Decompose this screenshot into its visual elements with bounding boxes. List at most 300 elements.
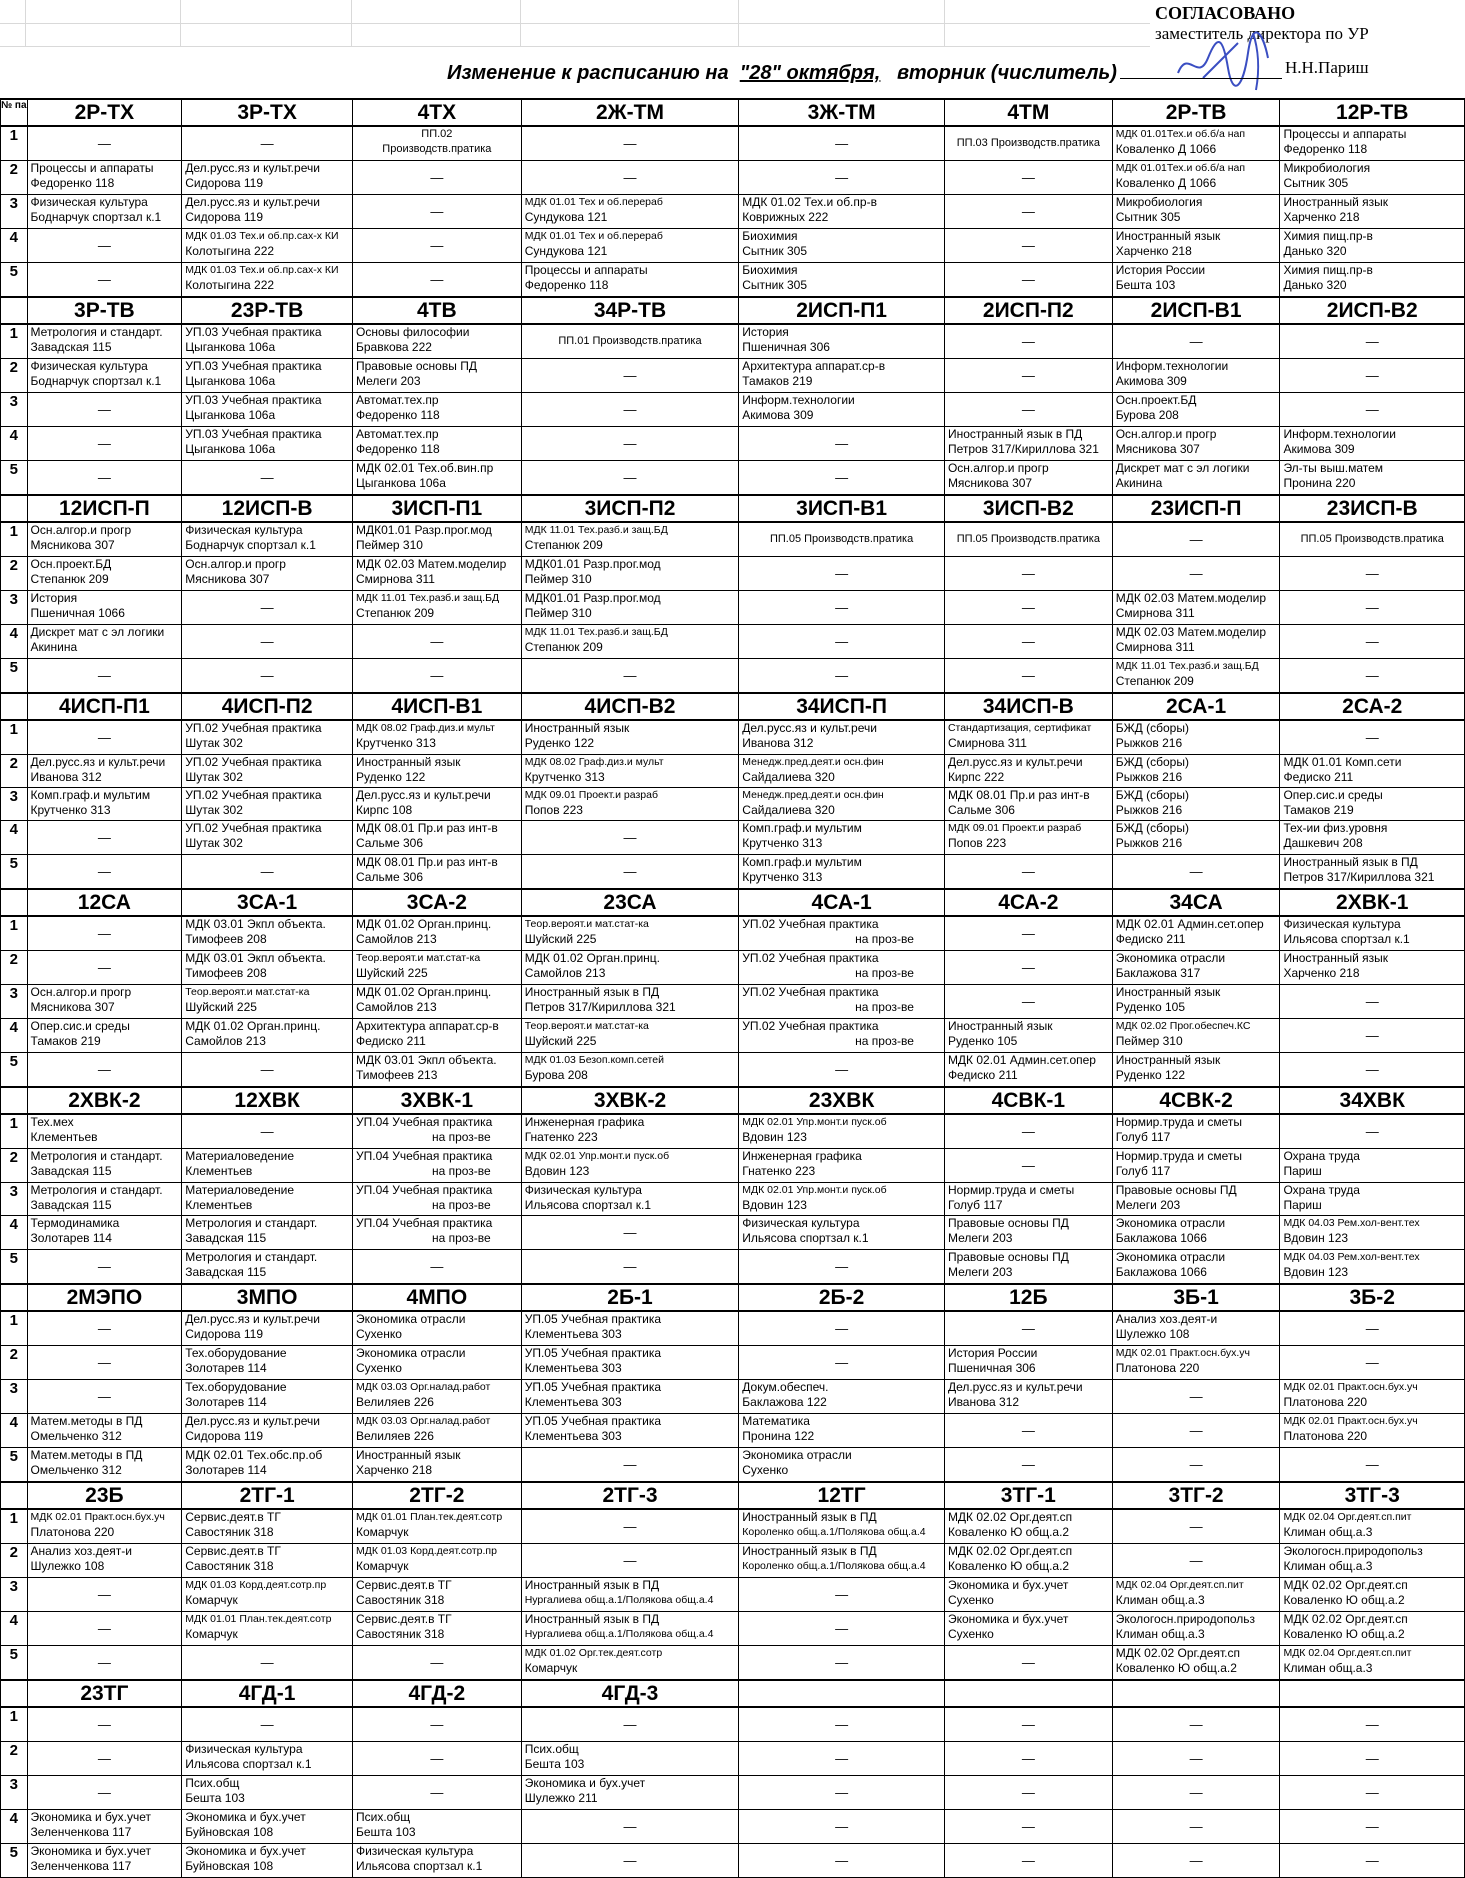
schedule-cell xyxy=(521,659,739,694)
schedule-cell xyxy=(27,1053,182,1088)
schedule-cell xyxy=(1112,951,1280,985)
schedule-cell xyxy=(739,659,945,694)
teacher-room: Сундукова 121 xyxy=(524,244,608,258)
lesson-number: 2 xyxy=(1,359,28,393)
lesson-number-header xyxy=(1,1284,28,1311)
schedule-cell xyxy=(739,1776,945,1810)
teacher-room: Сухенко xyxy=(355,1327,402,1341)
group-header-row xyxy=(1,1284,1465,1311)
teacher-room: Завадская 115 xyxy=(30,1198,112,1212)
teacher-room: Харченко 218 xyxy=(1115,244,1192,258)
lesson-row xyxy=(1,1707,1465,1742)
subject: МДК 08.01 Пр.и раз инт-в xyxy=(355,855,498,869)
schedule-cell xyxy=(182,951,353,985)
schedule-cell xyxy=(27,263,182,298)
schedule-cell xyxy=(182,916,353,951)
subject: УП.05 Учебная практика xyxy=(524,1380,662,1394)
schedule-cell xyxy=(182,1578,353,1612)
subject: МДК 02.04 Орг.деят.сп.пит xyxy=(1283,1511,1412,1523)
teacher-room: Сальме 306 xyxy=(947,803,1015,817)
schedule-cell xyxy=(521,522,739,557)
subject: Сервис.деят.в ТГ xyxy=(185,1544,281,1558)
empty-dash: — xyxy=(1021,926,1035,941)
schedule-cell xyxy=(521,1114,739,1149)
teacher-room: Завадская 115 xyxy=(30,1164,112,1178)
subject: Дискрет мат с эл логики xyxy=(30,625,165,639)
teacher-room: Мясникова 307 xyxy=(30,1000,115,1014)
schedule-cell xyxy=(944,126,1112,161)
schedule-cell xyxy=(1280,359,1465,393)
empty-dash: — xyxy=(835,1259,849,1274)
subject: Сервис.деят.в ТГ xyxy=(355,1612,452,1626)
lesson-number: 5 xyxy=(1,1053,28,1088)
subject: Теор.вероят.и мат.стат-ка xyxy=(524,918,649,930)
schedule-cell xyxy=(182,1844,353,1878)
lesson-row xyxy=(1,720,1465,755)
lesson-row xyxy=(1,1742,1465,1776)
teacher-room: Крутченко 313 xyxy=(742,836,823,850)
approval-title: СОГЛАСОВАНО xyxy=(1155,3,1296,23)
empty-dash: — xyxy=(835,1785,849,1800)
schedule-cell xyxy=(739,1311,945,1346)
schedule-cell xyxy=(1280,1646,1465,1681)
schedule-cell xyxy=(182,1380,353,1414)
empty-dash: — xyxy=(835,470,849,485)
subject: МДК 02.01 Тех.об.вин.пр xyxy=(355,461,494,475)
schedule-cell xyxy=(739,1448,945,1483)
lesson-row xyxy=(1,821,1465,855)
teacher-room: Ильясова спортзал к.1 xyxy=(524,1198,651,1212)
schedule-cell xyxy=(1112,557,1280,591)
teacher-room: Комарчук xyxy=(524,1661,578,1675)
subject: МДК 01.02 Тех.и об.пр-в xyxy=(742,195,877,209)
lesson-row xyxy=(1,1810,1465,1844)
teacher-room: Велиляев 226 xyxy=(355,1429,434,1443)
lesson-number: 4 xyxy=(1,427,28,461)
schedule-cell xyxy=(182,720,353,755)
subject: МДК 01.02 Орган.принц. xyxy=(355,917,492,931)
group-name: 2ТГ-2 xyxy=(352,1482,521,1509)
empty-dash: — xyxy=(1189,1457,1203,1472)
teacher-room: Сидорова 119 xyxy=(185,1327,264,1341)
empty-dash: — xyxy=(97,730,111,745)
teacher-room: Крутченко 313 xyxy=(30,803,111,817)
teacher-room: Сухенко xyxy=(947,1593,994,1607)
subject: Микробиология xyxy=(1283,161,1371,175)
subject: Теор.вероят.и мат.стат-ка xyxy=(355,952,481,964)
subject: УП.02 Учебная практика xyxy=(185,755,322,769)
subject: Метрология и стандарт. xyxy=(185,1250,318,1264)
group-name: 3Б-1 xyxy=(1112,1284,1280,1311)
subject: МДК 02.01 Практ.осн.бух.уч xyxy=(1115,1347,1251,1359)
schedule-cell xyxy=(739,1414,945,1448)
group-name: 3Ж-ТМ xyxy=(739,99,945,126)
empty-dash: — xyxy=(623,864,637,879)
teacher-room: Голуб 117 xyxy=(947,1198,1003,1212)
teacher-room: Клементьева 303 xyxy=(524,1327,622,1341)
teacher-room: Савостяник 318 xyxy=(185,1525,274,1539)
schedule-cell xyxy=(1112,1742,1280,1776)
schedule-cell xyxy=(944,324,1112,359)
empty-dash: — xyxy=(1021,1819,1035,1834)
subject: Математика xyxy=(742,1414,810,1428)
lesson-row xyxy=(1,557,1465,591)
subject: УП.02 Учебная практика xyxy=(742,917,879,931)
subject: Дел.русс.яз и культ.речи xyxy=(185,1414,320,1428)
group-name: 4СА-1 xyxy=(739,889,945,916)
schedule-cell xyxy=(1112,1250,1280,1285)
lesson-row xyxy=(1,393,1465,427)
lesson-number: 5 xyxy=(1,1646,28,1681)
teacher-room: Бурова 208 xyxy=(1115,408,1179,422)
subject: УП.03 Учебная практика xyxy=(185,393,322,407)
empty-dash: — xyxy=(430,634,444,649)
schedule-cell xyxy=(352,1844,521,1878)
empty-dash: — xyxy=(1021,566,1035,581)
lesson-number: 3 xyxy=(1,591,28,625)
lesson-number-header xyxy=(1,889,28,916)
teacher-room: Акимова 309 xyxy=(1115,374,1187,388)
teacher-room: Комарчук xyxy=(355,1525,409,1539)
teacher-room: Коваленко Д 1066 xyxy=(1115,176,1217,190)
subject: МДК 03.01 Экпл объекта. xyxy=(355,1053,497,1067)
lesson-number: 4 xyxy=(1,1810,28,1844)
teacher-room: Иванова 312 xyxy=(30,770,102,784)
teacher-room: Париш xyxy=(1283,1164,1322,1178)
teacher-room: Пеймер 310 xyxy=(355,538,423,552)
lesson-number: 3 xyxy=(1,1776,28,1810)
subject: Инженерная графика xyxy=(524,1115,645,1129)
subject: Иностранный язык xyxy=(1115,1053,1221,1067)
lesson-row xyxy=(1,1183,1465,1216)
teacher-room: Крутченко 313 xyxy=(524,770,605,784)
schedule-cell xyxy=(182,195,353,229)
empty-dash: — xyxy=(1365,334,1379,349)
schedule-cell xyxy=(944,161,1112,195)
teacher-room: Мелеги 203 xyxy=(947,1265,1013,1279)
schedule-cell xyxy=(944,522,1112,557)
group-name: 23Б xyxy=(27,1482,182,1509)
schedule-cell xyxy=(182,229,353,263)
teacher-room: Вдовин 123 xyxy=(742,1130,807,1144)
empty-dash: — xyxy=(835,600,849,615)
teacher-room: Шутак 302 xyxy=(185,736,243,750)
group-name: 4ИСП-В2 xyxy=(521,693,739,720)
schedule-cell xyxy=(1280,1578,1465,1612)
group-header-row xyxy=(1,495,1465,522)
schedule-cell xyxy=(944,229,1112,263)
empty-dash: — xyxy=(430,1655,444,1670)
subject: МДК 02.03 Матем.моделир xyxy=(1115,625,1266,639)
group-name: 34СА xyxy=(1112,889,1280,916)
subject: УП.02 Учебная практика xyxy=(185,821,322,835)
lesson-row xyxy=(1,1250,1465,1285)
subject: БЖД (сборы) xyxy=(1115,788,1189,802)
schedule-cell xyxy=(1112,393,1280,427)
teacher-room: Петров 317/Кириллова 321 xyxy=(1283,870,1435,884)
empty-dash: — xyxy=(97,238,111,253)
schedule-cell xyxy=(27,1448,182,1483)
schedule-cell xyxy=(1280,195,1465,229)
teacher-room: Сытник 305 xyxy=(1283,176,1349,190)
subject: Метрология и стандарт. xyxy=(30,325,163,339)
schedule-cell xyxy=(352,1578,521,1612)
empty-dash: — xyxy=(1189,532,1203,547)
schedule-cell xyxy=(27,1646,182,1681)
schedule-cell xyxy=(182,1414,353,1448)
schedule-cell xyxy=(352,788,521,821)
subject: История xyxy=(30,591,78,605)
subject: УП.03 Учебная практика xyxy=(185,427,322,441)
schedule-cell xyxy=(1280,522,1465,557)
subject: МДК 01.01 План.тек.деят.сотр xyxy=(185,1613,332,1625)
schedule-cell xyxy=(739,393,945,427)
teacher-room: Петров 317/Кириллова 321 xyxy=(524,1000,676,1014)
subject: УП.02 Учебная практика xyxy=(185,721,322,735)
empty-dash: — xyxy=(260,1124,274,1139)
schedule-cell xyxy=(1280,591,1465,625)
schedule-cell xyxy=(1112,1183,1280,1216)
schedule-cell xyxy=(521,359,739,393)
schedule-cell xyxy=(521,1776,739,1810)
empty-dash: — xyxy=(260,864,274,879)
empty-dash: — xyxy=(835,1853,849,1868)
schedule-cell xyxy=(521,1612,739,1646)
lesson-number: 4 xyxy=(1,229,28,263)
schedule-cell xyxy=(739,1380,945,1414)
schedule-cell xyxy=(352,1019,521,1053)
location: на проз-ве xyxy=(855,1034,914,1048)
schedule-cell xyxy=(1280,788,1465,821)
schedule-cell xyxy=(182,1053,353,1088)
schedule-cell xyxy=(521,1544,739,1578)
schedule-cell xyxy=(1280,393,1465,427)
subject: УП.02 Учебная практика xyxy=(185,788,322,802)
handwritten-signature xyxy=(1168,28,1288,98)
teacher-room: Данько 320 xyxy=(1283,278,1347,292)
empty-dash: — xyxy=(260,136,274,151)
schedule-cell xyxy=(1112,1019,1280,1053)
subject: Стандартизация, сертификат xyxy=(947,722,1092,734)
schedule-cell xyxy=(27,916,182,951)
teacher-room: Производств.пратика xyxy=(382,143,492,155)
schedule-cell xyxy=(521,126,739,161)
teacher-room: Клементьева 303 xyxy=(524,1429,622,1443)
schedule-cell xyxy=(27,1742,182,1776)
schedule-cell xyxy=(1280,916,1465,951)
schedule-cell xyxy=(1112,591,1280,625)
subject: Иностранный язык xyxy=(355,1448,461,1462)
schedule-cell xyxy=(944,1544,1112,1578)
schedule-cell xyxy=(27,1578,182,1612)
teacher-room: Рыжков 216 xyxy=(1115,770,1183,784)
subject: Осн.алгор.и прогр xyxy=(30,985,132,999)
schedule-cell xyxy=(182,324,353,359)
schedule-cell xyxy=(521,1844,739,1878)
schedule-cell xyxy=(352,427,521,461)
empty-dash: — xyxy=(835,1717,849,1732)
subject: Теор.вероят.и мат.стат-ка xyxy=(185,986,310,998)
schedule-cell xyxy=(739,427,945,461)
schedule-cell xyxy=(944,1414,1112,1448)
teacher-room: Харченко 218 xyxy=(1283,210,1360,224)
empty-dash: — xyxy=(260,1717,274,1732)
schedule-cell xyxy=(521,1646,739,1681)
schedule-cell xyxy=(944,821,1112,855)
subject: Физическая культура xyxy=(30,359,148,373)
schedule-cell xyxy=(352,263,521,298)
subject: МДК 01.01 Тех и об.перераб xyxy=(524,230,663,242)
teacher-room: Крутченко 313 xyxy=(742,870,823,884)
group-name: 3СА-2 xyxy=(352,889,521,916)
teacher-room: Боднарчук спортзал к.1 xyxy=(185,538,316,552)
subject: Осн.алгор.и прогр xyxy=(1115,427,1217,441)
schedule-cell xyxy=(944,1216,1112,1250)
lesson-number: 2 xyxy=(1,951,28,985)
group-name: 4ИСП-П2 xyxy=(182,693,353,720)
schedule-cell xyxy=(739,1053,945,1088)
empty-dash: — xyxy=(623,136,637,151)
schedule-cell xyxy=(1112,1414,1280,1448)
teacher-room: Пеймер 310 xyxy=(524,572,592,586)
group-name: 23ИСП-В xyxy=(1280,495,1465,522)
schedule-cell xyxy=(521,427,739,461)
schedule-cell xyxy=(1112,263,1280,298)
teacher-room: Сайдалиева 320 xyxy=(742,803,835,817)
subject: Физическая культура xyxy=(1283,917,1401,931)
empty-dash: — xyxy=(1021,334,1035,349)
schedule-cell xyxy=(739,1509,945,1544)
schedule-cell xyxy=(27,755,182,788)
group-name: 4МПО xyxy=(352,1284,521,1311)
subject: Экономика и бух.учет xyxy=(30,1810,151,1824)
subject: ПП.05 Производств.пратика xyxy=(769,533,914,545)
lesson-row xyxy=(1,1414,1465,1448)
group-name: 12Р-ТВ xyxy=(1280,99,1465,126)
schedule-cell xyxy=(521,720,739,755)
teacher-room: Клементьев xyxy=(30,1130,98,1144)
schedule-cell xyxy=(944,1183,1112,1216)
subject: Информ.технологии xyxy=(1115,359,1229,373)
empty-dash: — xyxy=(97,470,111,485)
subject: УП.03 Учебная практика xyxy=(185,325,322,339)
lesson-number: 3 xyxy=(1,1183,28,1216)
subject: Экономика отрасли xyxy=(742,1448,852,1462)
schedule-cell xyxy=(1112,427,1280,461)
group-name: 3ИСП-В1 xyxy=(739,495,945,522)
subject: ПП.05 Производств.пратика xyxy=(956,533,1100,545)
teacher-room: Бравкова 222 xyxy=(355,340,432,354)
teacher-room: Рыжков 216 xyxy=(1115,803,1183,817)
subject: МДК 09.01 Проект.и разраб xyxy=(947,822,1082,834)
subject: ПП.03 Производств.пратика xyxy=(956,137,1100,149)
teacher-room: Самойлов 213 xyxy=(355,932,437,946)
schedule-cell xyxy=(27,1380,182,1414)
schedule-cell xyxy=(352,755,521,788)
lesson-row xyxy=(1,755,1465,788)
subject: Процессы и аппараты xyxy=(524,263,648,277)
empty-dash: — xyxy=(430,1259,444,1274)
group-name: 2ТГ-3 xyxy=(521,1482,739,1509)
teacher-room: Федиско 211 xyxy=(1115,932,1186,946)
lesson-row xyxy=(1,1544,1465,1578)
lesson-row xyxy=(1,1114,1465,1149)
teacher-room: Рыжков 216 xyxy=(1115,736,1183,750)
subject: Иностранный язык xyxy=(1283,195,1389,209)
subject: Основы философии xyxy=(355,325,470,339)
schedule-cell xyxy=(27,1216,182,1250)
empty-dash: — xyxy=(1365,1457,1379,1472)
teacher-room: Короленко общ.а.1/Полякова общ.а.4 xyxy=(742,1526,926,1538)
teacher-room: Вдовин 123 xyxy=(742,1198,807,1212)
subject: МДК 02.02 Орг.деят.сп xyxy=(1283,1578,1408,1592)
group-name: 23ХВК xyxy=(739,1087,945,1114)
teacher-room: Бешта 103 xyxy=(355,1825,416,1839)
schedule-cell xyxy=(1280,951,1465,985)
schedule-cell xyxy=(1112,1149,1280,1183)
subject: Физическая культура xyxy=(185,1742,303,1756)
teacher-room: Мясникова 307 xyxy=(185,572,270,586)
subject: МДК 01.02 Орган.принц. xyxy=(355,985,492,999)
empty-dash: — xyxy=(623,668,637,683)
subject: Химия пищ.пр-в xyxy=(1283,263,1373,277)
approval-subtitle: заместитель директора по УР xyxy=(1155,24,1369,43)
subject: Архитектура аппарат.ср-в xyxy=(355,1019,499,1033)
teacher-room: Федоренко 118 xyxy=(355,442,440,456)
subject: МДК 02.02 Орг.деят.сп xyxy=(947,1544,1073,1558)
schedule-cell xyxy=(352,126,521,161)
schedule-cell xyxy=(521,195,739,229)
schedule-cell xyxy=(521,1742,739,1776)
empty-dash: — xyxy=(623,1519,637,1534)
lesson-row xyxy=(1,1346,1465,1380)
teacher-room: Крутченко 313 xyxy=(355,736,436,750)
teacher-room: Цыганкова 106а xyxy=(185,340,276,354)
schedule-cell xyxy=(521,461,739,496)
empty-dash: — xyxy=(260,668,274,683)
teacher-room: Федиско 211 xyxy=(355,1034,426,1048)
empty-dash: — xyxy=(430,170,444,185)
subject: Дел.русс.яз и культ.речи xyxy=(947,755,1083,769)
subject: Физическая культура xyxy=(30,195,148,209)
subject: Физическая культура xyxy=(355,1844,474,1858)
lesson-row xyxy=(1,855,1465,890)
empty-dash: — xyxy=(1021,1751,1035,1766)
group-name: 4ТХ xyxy=(352,99,521,126)
subject: Автомат.тех.пр xyxy=(355,427,439,441)
schedule-cell xyxy=(1112,126,1280,161)
lesson-number: 4 xyxy=(1,1019,28,1053)
group-name: 23СА xyxy=(521,889,739,916)
subject: Тех.мех xyxy=(30,1115,74,1129)
location: на проз-ве xyxy=(855,966,914,980)
subject: История xyxy=(742,325,789,339)
empty-dash: — xyxy=(1189,1423,1203,1438)
teacher-room: Кирпс 222 xyxy=(947,770,1005,784)
empty-dash: — xyxy=(1365,402,1379,417)
teacher-room: Федоренко 118 xyxy=(355,408,440,422)
schedule-cell xyxy=(27,1250,182,1285)
subject: Физическая культура xyxy=(185,523,303,537)
subject: Охрана труда xyxy=(1283,1183,1360,1197)
group-name: 2Б-2 xyxy=(739,1284,945,1311)
subject: Осн.проект.БД xyxy=(1115,393,1197,407)
lesson-number: 1 xyxy=(1,324,28,359)
group-name: 3ХВК-2 xyxy=(521,1087,739,1114)
subject: УП.02 Учебная практика xyxy=(742,985,879,999)
empty-dash: — xyxy=(97,926,111,941)
subject: Дел.русс.яз и культ.речи xyxy=(355,788,491,802)
